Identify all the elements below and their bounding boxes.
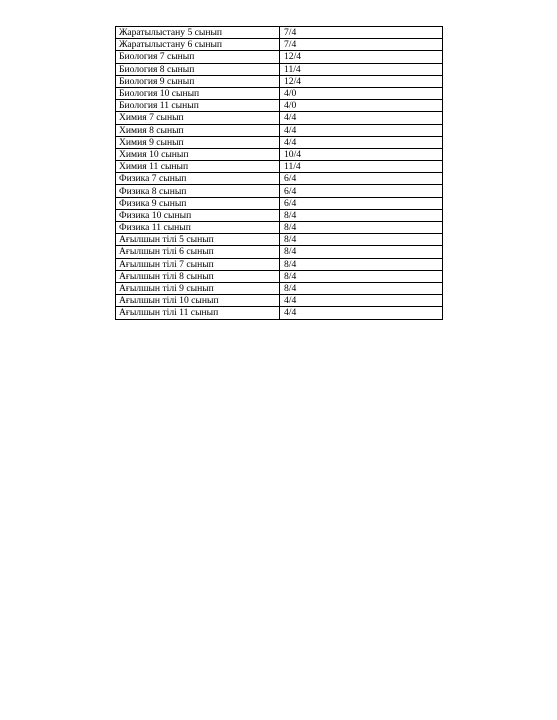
subject-cell: Химия 10 сынып	[116, 148, 280, 160]
subject-cell: Биология 11 сынып	[116, 100, 280, 112]
hours-cell: 4/4	[280, 307, 443, 319]
hours-cell: 10/4	[280, 148, 443, 160]
subject-cell: Физика 10 сынып	[116, 209, 280, 221]
subject-cell: Ағылшын тілі 10 сынып	[116, 295, 280, 307]
table-row	[116, 258, 443, 270]
hours-cell: 8/4	[280, 222, 443, 234]
subject-cell: Ағылшын тілі 7 сынып	[116, 258, 280, 270]
hours-cell: 4/4	[280, 136, 443, 148]
table-row	[116, 222, 443, 234]
table-row	[116, 51, 443, 63]
hours-cell: 6/4	[280, 197, 443, 209]
subject-cell: Физика 9 сынып	[116, 197, 280, 209]
subject-hours-table	[115, 26, 443, 320]
subject-cell: Ағылшын тілі 6 сынып	[116, 246, 280, 258]
subject-cell: Химия 8 сынып	[116, 124, 280, 136]
hours-cell: 8/4	[280, 258, 443, 270]
table-row	[116, 282, 443, 294]
hours-cell: 11/4	[280, 63, 443, 75]
hours-cell: 8/4	[280, 234, 443, 246]
table-row	[116, 295, 443, 307]
hours-cell: 4/4	[280, 295, 443, 307]
hours-cell: 6/4	[280, 185, 443, 197]
table-row	[116, 124, 443, 136]
hours-cell: 6/4	[280, 173, 443, 185]
hours-cell: 12/4	[280, 75, 443, 87]
table-body	[116, 27, 443, 320]
table-row	[116, 75, 443, 87]
hours-cell: 4/0	[280, 100, 443, 112]
hours-cell: 8/4	[280, 270, 443, 282]
subject-cell: Физика 7 сынып	[116, 173, 280, 185]
subject-cell: Химия 11 сынып	[116, 161, 280, 173]
table-row	[116, 136, 443, 148]
subject-cell: Биология 8 сынып	[116, 63, 280, 75]
table-row	[116, 63, 443, 75]
table-row	[116, 161, 443, 173]
hours-cell: 7/4	[280, 39, 443, 51]
table-row	[116, 270, 443, 282]
subject-cell: Химия 7 сынып	[116, 112, 280, 124]
table-row	[116, 197, 443, 209]
hours-cell: 7/4	[280, 27, 443, 39]
table-row	[116, 234, 443, 246]
subject-cell: Ағылшын тілі 9 сынып	[116, 282, 280, 294]
subject-cell: Жаратылыстану 6 сынып	[116, 39, 280, 51]
hours-cell: 11/4	[280, 161, 443, 173]
hours-cell: 4/4	[280, 112, 443, 124]
subject-cell: Биология 7 сынып	[116, 51, 280, 63]
table-row	[116, 185, 443, 197]
table-row	[116, 307, 443, 319]
table-row	[116, 39, 443, 51]
subject-cell: Ағылшын тілі 11 сынып	[116, 307, 280, 319]
subject-cell: Биология 10 сынып	[116, 87, 280, 99]
table-row	[116, 173, 443, 185]
hours-cell: 8/4	[280, 282, 443, 294]
subject-cell: Физика 8 сынып	[116, 185, 280, 197]
table-row	[116, 246, 443, 258]
subject-cell: Химия 9 сынып	[116, 136, 280, 148]
subject-cell: Ағылшын тілі 8 сынып	[116, 270, 280, 282]
hours-cell: 8/4	[280, 209, 443, 221]
subject-cell: Биология 9 сынып	[116, 75, 280, 87]
table-row	[116, 148, 443, 160]
subject-cell: Физика 11 сынып	[116, 222, 280, 234]
table-row	[116, 112, 443, 124]
table-row	[116, 209, 443, 221]
hours-cell: 8/4	[280, 246, 443, 258]
hours-cell: 4/0	[280, 87, 443, 99]
hours-cell: 4/4	[280, 124, 443, 136]
hours-cell: 12/4	[280, 51, 443, 63]
subject-cell: Жаратылыстану 5 сынып	[116, 27, 280, 39]
table-row	[116, 27, 443, 39]
table-row	[116, 100, 443, 112]
subject-cell: Ағылшын тілі 5 сынып	[116, 234, 280, 246]
table-row	[116, 87, 443, 99]
